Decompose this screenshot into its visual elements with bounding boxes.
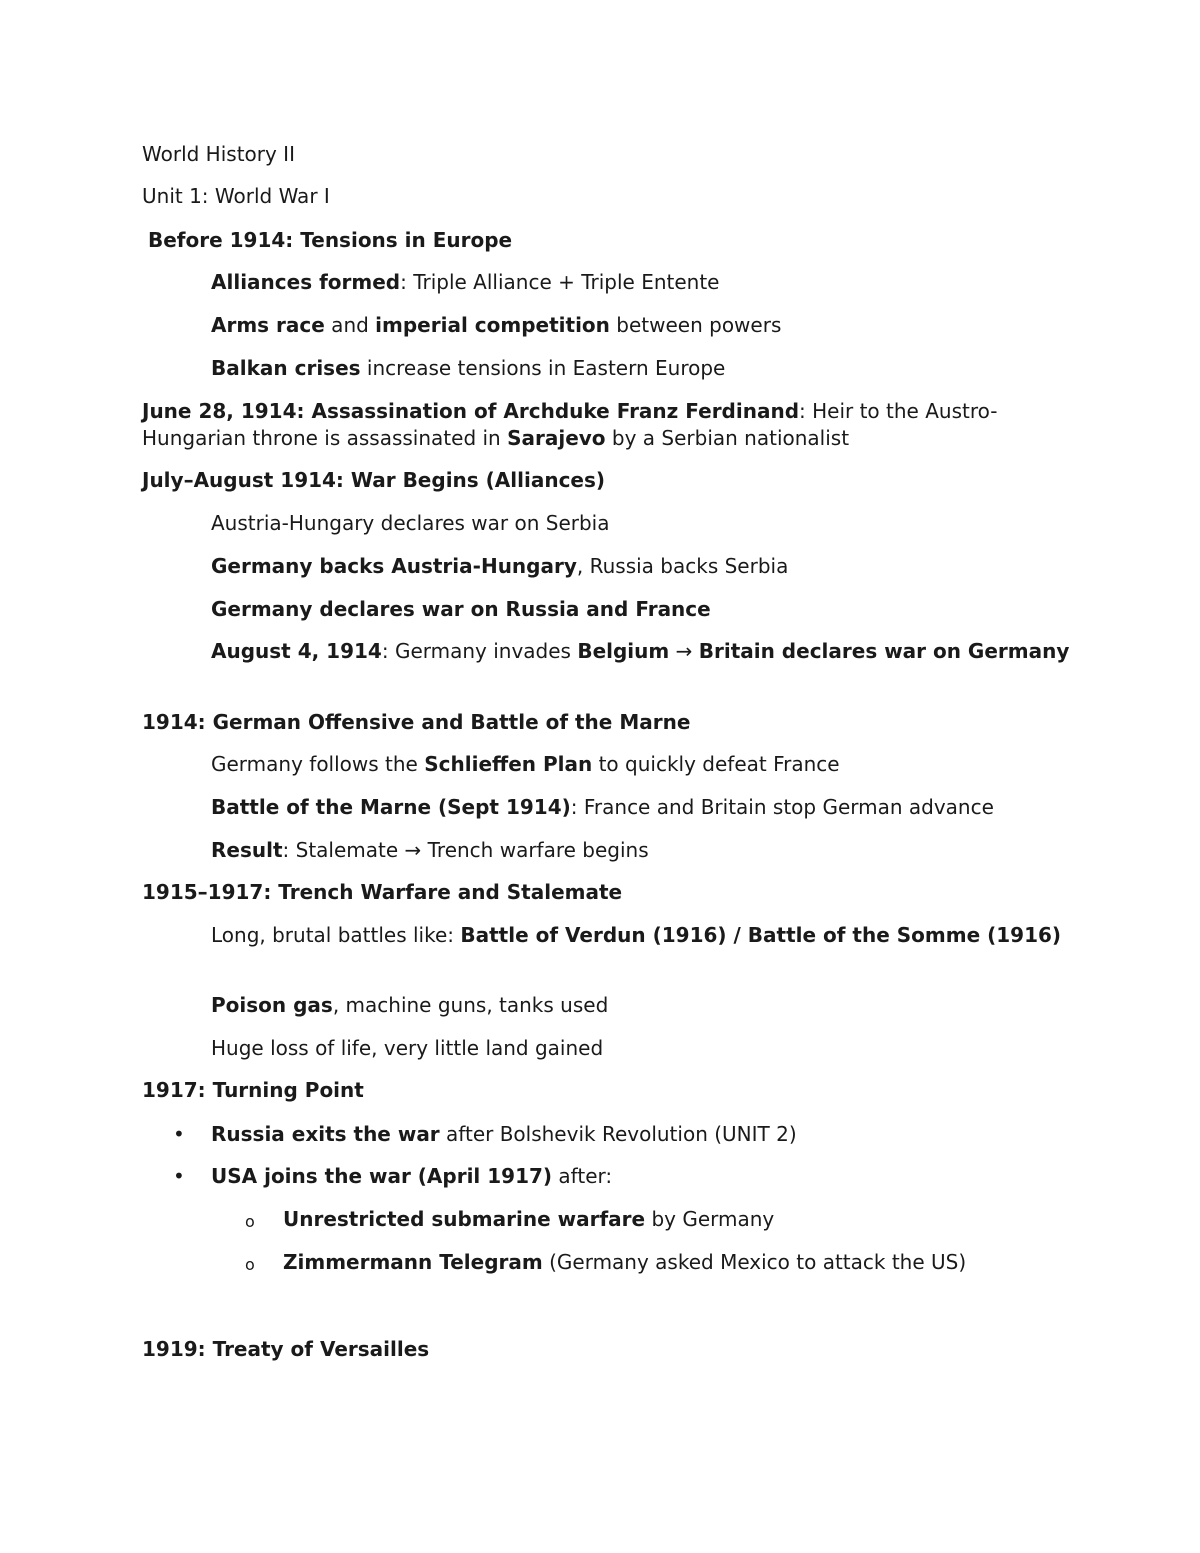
section-heading-turning-point: 1917: Turning Point [142,1078,364,1102]
item-alliances: Alliances formed: Triple Alliance + Triple Entente [211,270,720,294]
item-battles: Long, brutal battles like: Battle of Verdun (1916) / Battle of the Somme (1916) [211,923,1062,947]
section-heading-war-begins: July–August 1914: War Begins (Alliances) [142,468,606,492]
list-item-zimmermann: o Zimmermann Telegram (Germany asked Mexico to attack the US) [283,1249,1073,1276]
sub-bullet-icon: o [245,1212,255,1231]
item-schlieffen: Germany follows the Schlieffen Plan to quickly defeat France [211,752,840,776]
item-austria-declares: Austria-Hungary declares war on Serbia [211,511,610,535]
section-heading-marne: 1914: German Offensive and Battle of the Marne [142,710,691,734]
unit-title: Unit 1: World War I [142,184,330,208]
sub-bullet-icon: o [245,1255,255,1274]
item-result: Result: Stalemate → Trench warfare begins [211,838,649,862]
section-heading-before-1914: Before 1914: Tensions in Europe [148,228,513,252]
item-balkan: Balkan crises increase tensions in Eastern Europe [211,356,726,380]
item-poison-gas: Poison gas, machine guns, tanks used [211,993,609,1017]
item-huge-loss: Huge loss of life, very little land gained [211,1036,604,1060]
item-arms-race: Arms race and imperial competition between powers [211,313,782,337]
item-august-4: August 4, 1914: Germany invades Belgium → Britain declares war on Germany [211,639,1070,663]
section-heading-trench: 1915–1917: Trench Warfare and Stalemate [142,880,623,904]
course-title: World History II [142,142,295,166]
list-item-submarine: o Unrestricted submarine warfare by Germany [283,1206,1073,1233]
section-heading-versailles: 1919: Treaty of Versailles [142,1337,430,1361]
list-item-russia-exits: • Russia exits the war after Bolshevik Revolution (UNIT 2) [173,1122,797,1146]
bullet-icon: • [173,1164,185,1188]
item-germany-declares: Germany declares war on Russia and France [211,597,711,621]
item-battle-marne: Battle of the Marne (Sept 1914): France and Britain stop German advance [211,795,994,819]
bullet-icon: • [173,1122,185,1146]
item-germany-backs: Germany backs Austria-Hungary, Russia backs Serbia [211,554,789,578]
section-assassination: June 28, 1914: Assassination of Archduke Franz Ferdinand: Heir to the Austro-Hungarian throne is assassinated in Sarajevo by a Serbian nationalist [142,399,998,450]
list-item-usa-joins: • USA joins the war (April 1917) after: [173,1164,613,1188]
